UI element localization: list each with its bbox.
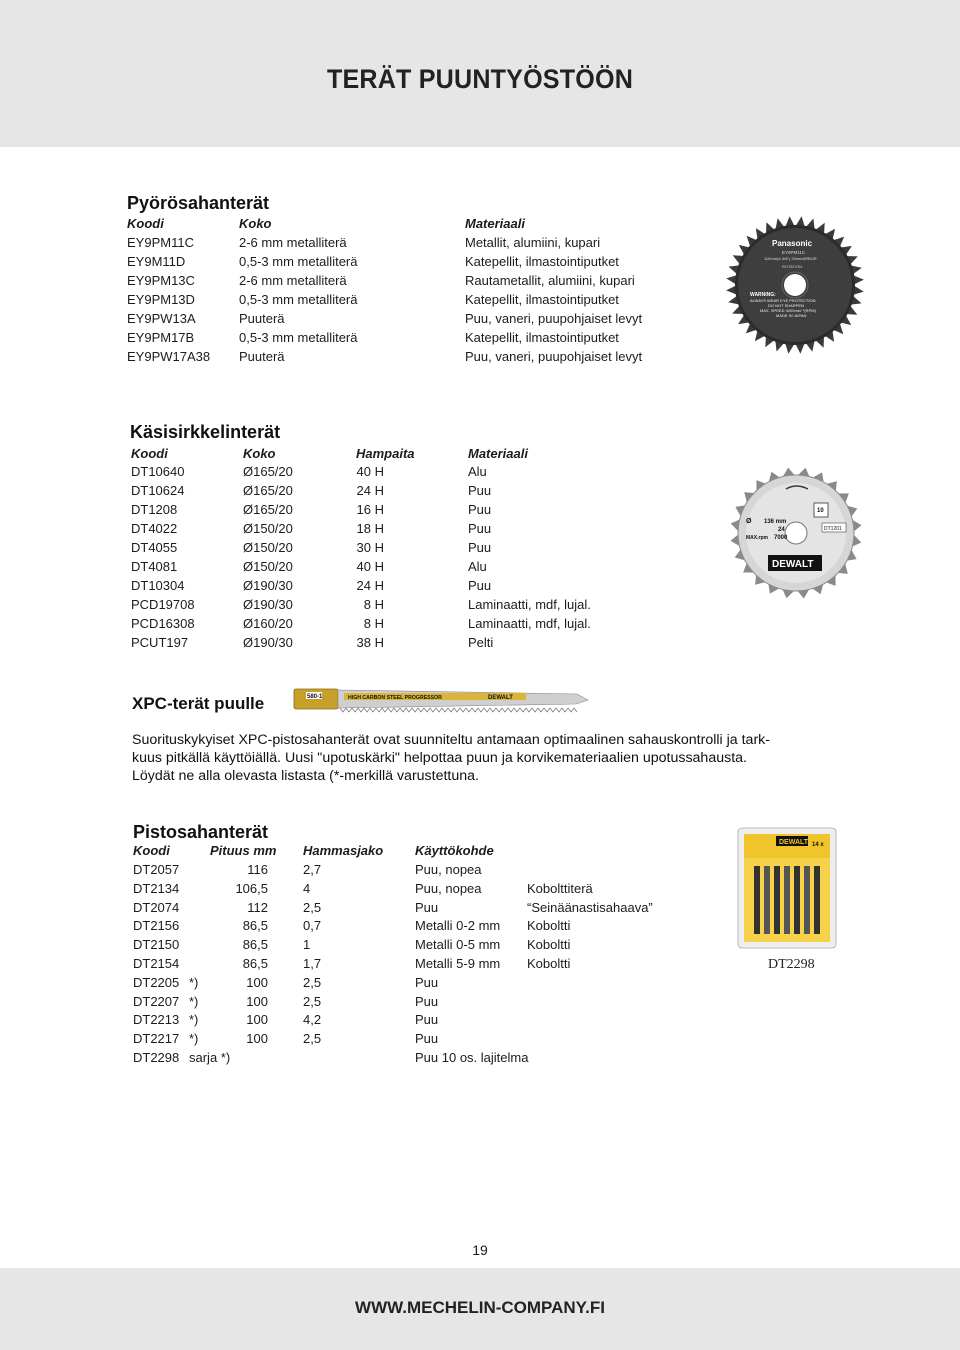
panasonic-warning-line2: DO NOT SHARPEN (768, 303, 804, 308)
handsaw-material-cell: Puu (468, 521, 492, 536)
panasonic-warning-line4: MADE IN JAPAN (776, 313, 807, 318)
jigsaw-note-cell: Koboltti (527, 956, 571, 971)
circular-code-cell: EY9PW13A (127, 311, 196, 326)
jigsaw-header-length: Pituus mm (210, 843, 277, 858)
jigsaw-code-cell: DT2134 (133, 880, 180, 896)
handsaw-size-cell: Ø165/20 (243, 502, 293, 517)
jigsaw-length-cell: 100 (246, 974, 268, 990)
circular-code-cell: EY9PM11C (127, 235, 194, 250)
jigsaw-length-cell: 106,5 (235, 880, 268, 896)
dewalt-teeth-text: 24 (778, 527, 785, 533)
jigsaw-application-cell: Puu (415, 993, 439, 1009)
jigsaw-length-cell: 116 (247, 862, 268, 877)
xpc-blade-line: HIGH CARBON STEEL PROGRESSOR (348, 695, 442, 701)
circular-size-cell: Puuterä (239, 349, 285, 364)
handsaw-size-cell: Ø150/20 (243, 521, 293, 536)
panasonic-rotation-text: ROTATION (782, 264, 803, 269)
jigsaw-pitch-cell: 2,5 (303, 1031, 322, 1047)
xpc-section-title: XPC-terät puulle (132, 694, 265, 713)
jigsaw-code-cell: DT2156 (133, 918, 180, 934)
dewalt-blade-image (728, 465, 864, 601)
jigsaw-header-code: Koodi (133, 843, 170, 858)
jigsaw-pitch-cell: 4 (303, 880, 311, 896)
pack-blade (764, 866, 770, 934)
jigsaw-length-cell: 100 (246, 1031, 268, 1047)
jigsaw-code-cell: DT2205 (133, 974, 180, 990)
pack-blade (784, 866, 790, 934)
jigsaw-application-cell: Puu (415, 974, 439, 990)
handsaw-material-cell: Laminaatti, mdf, lujal. (468, 597, 591, 612)
handsaw-teeth-cell: 16 H (356, 502, 384, 517)
xpc-description-line: kuus pitkällä käyttöiällä. Uusi "upotuskärki" helpottaa puun ja korvikemateriaalien upotussahausta. (132, 750, 747, 766)
dewalt-brand-text: DEWALT (772, 559, 814, 570)
handsaw-teeth-cell: 8 H (363, 616, 384, 631)
circular-material-cell: Katepellit, ilmastointiputket (465, 254, 619, 269)
jigsaw-application-cell: Puu (415, 1031, 439, 1047)
jigsaw-length-cell: 100 (246, 993, 268, 1009)
handsaw-code-cell: DT4022 (131, 521, 178, 536)
handsaw-material-cell: Alu (468, 559, 487, 574)
handsaw-code-cell: DT4081 (131, 559, 178, 574)
circular-header-code: Koodi (127, 216, 164, 231)
jigsaw-pitch-cell: 1,7 (303, 956, 322, 971)
jigsaw-length-cell: 86,5 (242, 956, 268, 971)
pack-blade (804, 866, 810, 934)
jigsaw-marker-cell: *) (189, 974, 199, 990)
circular-size-cell: 0,5-3 mm metalliterä (239, 330, 358, 345)
handsaw-material-cell: Laminaatti, mdf, lujal. (468, 616, 591, 631)
circular-section-title: Pyörösahanterät (127, 193, 270, 213)
jigsaw-application-cell: Puu 10 os. lajitelma (415, 1050, 529, 1065)
jigsaw-pitch-cell: 4,2 (303, 1012, 322, 1028)
handsaw-material-cell: Puu (468, 483, 492, 498)
circular-header-material: Materiaali (465, 216, 525, 231)
jigsaw-code-cell: DT2207 (133, 993, 180, 1009)
pack-blade (794, 866, 800, 934)
circular-code-cell: EY9PM13C (127, 273, 195, 288)
jigsaw-header-pitch: Hammasjako (303, 843, 384, 858)
handsaw-size-cell: Ø160/20 (243, 616, 293, 631)
handsaw-size-cell: Ø165/20 (243, 483, 293, 498)
handsaw-code-cell: DT10624 (131, 483, 185, 498)
jigsaw-code-cell: DT2074 (133, 899, 180, 915)
circular-material-cell: Katepellit, ilmastointiputket (465, 292, 619, 307)
xpc-blade-brand: DEWALT (488, 695, 513, 701)
jigsaw-application-cell: Puu (415, 899, 439, 915)
jigsaw-pitch-cell: 2,5 (303, 974, 322, 990)
pack-blade (774, 866, 780, 934)
circular-material-cell: Puu, vaneri, puupohjaiset levyt (465, 311, 643, 326)
circular-size-cell: Puuterä (239, 311, 285, 326)
handsaw-material-cell: Puu (468, 502, 492, 517)
jigsaw-length-cell: 86,5 (242, 918, 268, 934)
handsaw-teeth-cell: 8 H (363, 597, 384, 612)
circular-size-cell: 2-6 mm metalliterä (239, 273, 347, 288)
handsaw-size-cell: Ø190/30 (243, 597, 293, 612)
xpc-description (132, 731, 832, 785)
handsaw-material-cell: Puu (468, 540, 492, 555)
handsaw-size-cell: Ø190/30 (243, 635, 293, 650)
jigsaw-pitch-cell: 0,7 (303, 918, 322, 934)
circular-material-cell: Rautametallit, alumiini, kupari (465, 273, 635, 288)
handsaw-material-cell: Puu (468, 578, 492, 593)
handsaw-teeth-cell: 30 H (356, 540, 384, 555)
panasonic-blade-image (724, 214, 866, 356)
jigsaw-code-cell: DT2150 (133, 937, 180, 953)
panasonic-warning-text: WARNING: (750, 292, 776, 298)
handsaw-code-cell: PCUT197 (131, 635, 189, 650)
circular-code-cell: EY9PM13D (127, 292, 195, 307)
jigsaw-note-cell: Koboltti (527, 918, 571, 934)
handsaw-material-cell: Pelti (468, 635, 494, 650)
jigsaw-application-cell: Metalli 5-9 mm (415, 956, 501, 971)
jigsaw-application-cell: Metalli 0-2 mm (415, 918, 501, 934)
dewalt-diameter-symbol: Ø (746, 518, 752, 525)
xpc-blade-code: 580-1 (307, 694, 323, 700)
handsaw-code-cell: DT10304 (131, 578, 185, 593)
circular-material-cell: Metallit, alumiini, kupari (465, 235, 601, 250)
jigsaw-pitch-cell: 2,7 (303, 862, 322, 877)
pack-blade (814, 866, 820, 934)
circular-size-cell: 0,5-3 mm metalliterä (239, 254, 358, 269)
dt2298-blade-pack-image (734, 826, 840, 950)
handsaw-size-cell: Ø190/30 (243, 578, 293, 593)
jigsaw-application-cell: Metalli 0-5 mm (415, 937, 501, 953)
xpc-description-line: Löydät ne alla olevasta listasta (*-merkillä varustettuna. (132, 768, 479, 784)
jigsaw-note-cell: Kobolttiterä (527, 880, 593, 896)
jigsaw-code-cell: DT2298 (133, 1050, 180, 1065)
circular-material-cell: Puu, vaneri, puupohjaiset levyt (465, 349, 643, 364)
jigsaw-note-cell: “Seinäänastisahaava” (527, 899, 653, 915)
handsaw-teeth-cell: 24 H (356, 578, 384, 593)
panasonic-spec-text: 110mm(4-3/8") 20mmARBOR (764, 256, 817, 261)
handsaw-teeth-cell: 18 H (356, 521, 384, 536)
jigsaw-section-title: Pistosahanterät (133, 822, 269, 842)
jigsaw-application-cell: Puu (415, 1012, 439, 1028)
dewalt-code-text: DT1201 (824, 526, 842, 532)
circular-code-cell: EY9M11D (127, 254, 186, 269)
panasonic-warning-line1: ALWAYS WEAR EYE PROTECTION (750, 298, 816, 303)
handsaw-size-cell: Ø150/20 (243, 559, 293, 574)
jigsaw-code-cell: DT2154 (133, 956, 180, 971)
xpc-description-line: Suorituskykyiset XPC-pistosahanterät ovat suunniteltu antamaan optimaalinen sahauskontrolli ja tark- (132, 732, 770, 748)
circular-size-cell: 2-6 mm metalliterä (239, 235, 347, 250)
handsaw-section-title: Käsisirkkelinterät (130, 422, 281, 442)
handsaw-header-material: Materiaali (468, 446, 528, 461)
jigsaw-header-application: Käyttökohde (415, 843, 494, 858)
handsaw-code-cell: DT4055 (131, 540, 178, 555)
jigsaw-marker-cell: sarja *) (189, 1050, 231, 1065)
dt2298-caption: DT2298 (768, 957, 815, 972)
handsaw-teeth-cell: 24 H (356, 483, 384, 498)
dewalt-rpm-label: MAX.rpm (746, 535, 768, 541)
handsaw-size-cell: Ø165/20 (243, 464, 293, 479)
jigsaw-application-cell: Puu, nopea (415, 862, 482, 877)
circular-size-cell: 0,5-3 mm metalliterä (239, 292, 358, 307)
handsaw-code-cell: DT10640 (131, 464, 185, 479)
circular-code-cell: EY9PW17A38 (127, 349, 211, 364)
handsaw-code-cell: DT1208 (131, 502, 178, 517)
panasonic-brand-text: Panasonic (772, 239, 813, 248)
handsaw-material-cell: Alu (468, 464, 487, 479)
handsaw-teeth-cell: 40 H (356, 464, 384, 479)
handsaw-size-cell: Ø150/20 (243, 540, 293, 555)
handsaw-header-code: Koodi (131, 446, 168, 461)
circular-material-cell: Katepellit, ilmastointiputket (465, 330, 619, 345)
jigsaw-pitch-cell: 2,5 (303, 993, 322, 1009)
jigsaw-code-cell: DT2217 (133, 1031, 180, 1047)
jigsaw-marker-cell: *) (189, 1012, 199, 1028)
page-title: TERÄT PUUNTYÖSTÖÖN (326, 64, 634, 94)
jigsaw-application-cell: Puu, nopea (415, 880, 482, 896)
dewalt-tooth-count: 10 (817, 508, 824, 514)
panasonic-model-text: EY9PM11C (782, 250, 806, 255)
jigsaw-marker-cell: *) (189, 993, 199, 1009)
handsaw-teeth-cell: 38 H (356, 635, 384, 650)
xpc-jigsaw-blade-image (292, 686, 590, 716)
jigsaw-pitch-cell: 1 (303, 937, 311, 953)
jigsaw-length-cell: 86,5 (242, 937, 268, 953)
jigsaw-marker-cell: *) (189, 1031, 199, 1047)
circular-header-size: Koko (239, 216, 272, 231)
circular-code-cell: EY9PM17B (127, 330, 195, 345)
handsaw-teeth-cell: 40 H (356, 559, 384, 574)
pack-blade (754, 866, 760, 934)
handsaw-header-size: Koko (243, 446, 276, 461)
handsaw-code-cell: PCD16308 (131, 616, 195, 631)
page-number: 19 (472, 1242, 488, 1258)
handsaw-code-cell: PCD19708 (131, 597, 195, 612)
dewalt-rpm-value: 7000 (774, 535, 788, 541)
pack-count-text: 14 x (812, 842, 824, 848)
handsaw-header-teeth: Hampaita (356, 446, 415, 461)
jigsaw-code-cell: DT2057 (133, 862, 180, 877)
jigsaw-length-cell: 112 (247, 899, 268, 915)
jigsaw-pitch-cell: 2,5 (303, 899, 322, 915)
pack-brand-text: DEWALT (779, 839, 809, 846)
jigsaw-note-cell: Koboltti (527, 937, 571, 953)
jigsaw-code-cell: DT2213 (133, 1012, 180, 1028)
panasonic-warning-line3: MAX. SPEED 4200min⁻¹(RPM) (760, 308, 816, 313)
footer-url[interactable]: WWW.MECHELIN-COMPANY.FI (355, 1298, 605, 1317)
jigsaw-length-cell: 100 (246, 1012, 268, 1028)
dewalt-size-text: 136 mm (764, 519, 787, 525)
